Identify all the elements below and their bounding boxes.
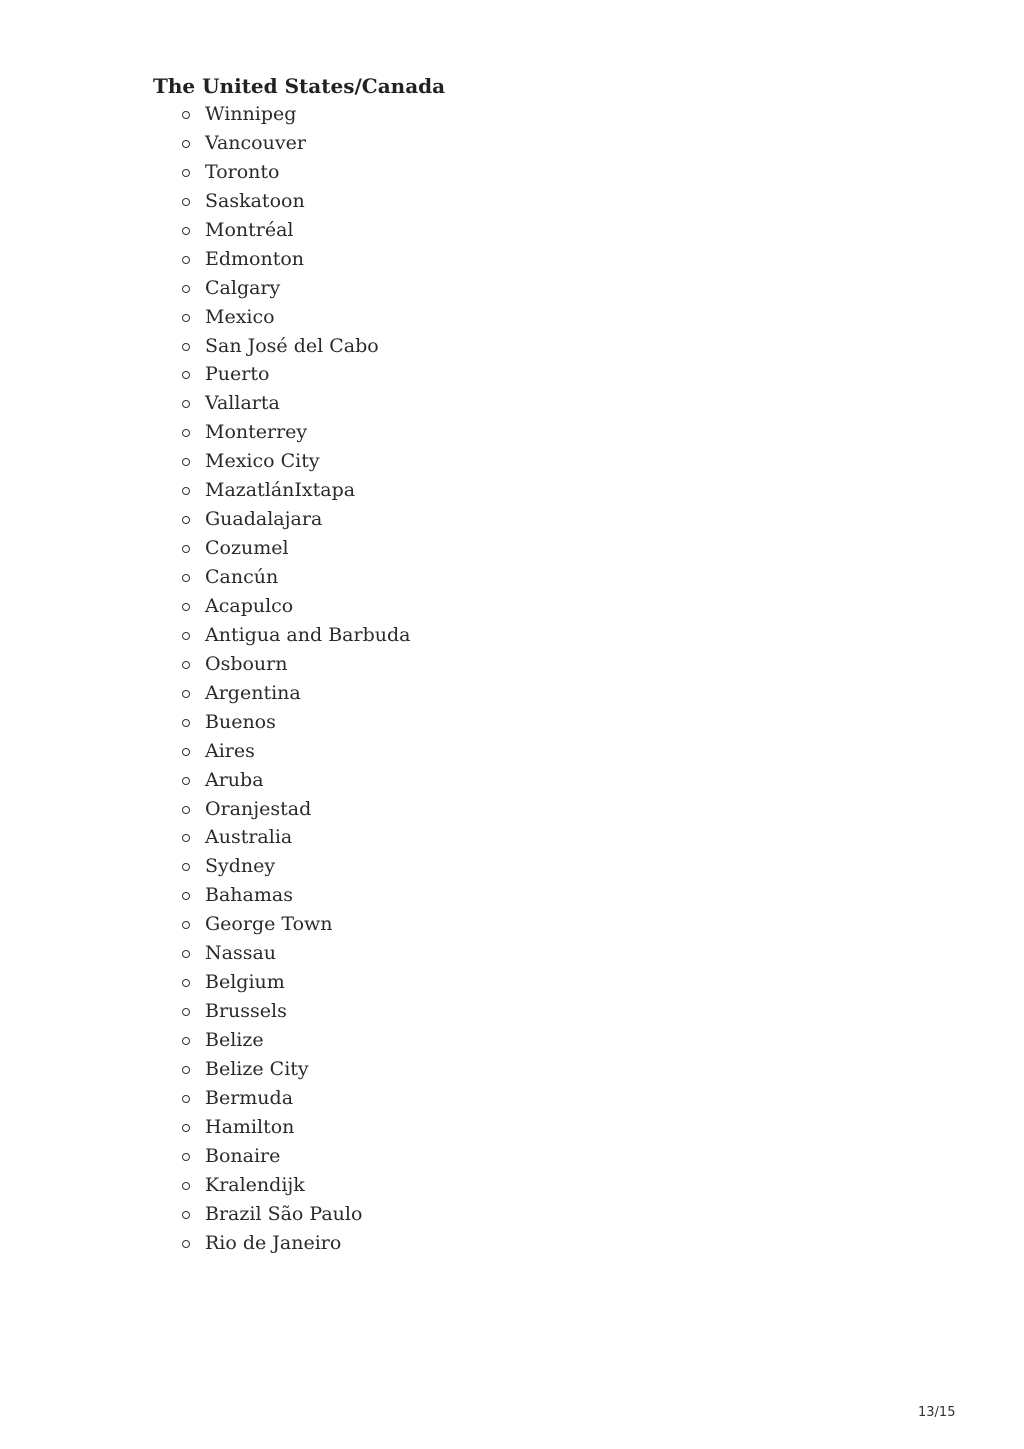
list-item-label: Mexico [205, 305, 275, 328]
hollow-circle-bullet-icon [182, 1066, 190, 1074]
hollow-circle-bullet-icon [182, 603, 190, 611]
hollow-circle-bullet-icon [182, 863, 190, 871]
list-item [180, 1084, 410, 1113]
list-item [180, 910, 410, 939]
hollow-circle-bullet-icon [182, 256, 190, 264]
list-item-label: Winnipeg [205, 103, 297, 125]
list-item-label: Acapulco [205, 594, 294, 617]
list-item [180, 766, 410, 795]
list-item-label: Bonaire [205, 1144, 281, 1167]
list-item-label: Aires [205, 739, 255, 762]
list-item [180, 968, 410, 997]
list-item [180, 997, 410, 1026]
list-item [180, 476, 410, 505]
list-item [180, 852, 410, 881]
list-item-label: Toronto [205, 160, 280, 183]
hollow-circle-bullet-icon [182, 458, 190, 466]
list-item-label: Guadalajara [205, 508, 323, 531]
list-item-label: Vancouver [205, 131, 306, 154]
list-item [180, 621, 410, 650]
hollow-circle-bullet-icon [182, 111, 190, 119]
list-item [180, 737, 410, 766]
list-item [180, 100, 410, 129]
list-item-label: Edmonton [205, 247, 305, 270]
hollow-circle-bullet-icon [182, 632, 190, 640]
list-item-label: Belgium [205, 971, 285, 994]
page-number: 13/15 [918, 1405, 956, 1420]
list-item [180, 505, 410, 534]
hollow-circle-bullet-icon [182, 1182, 190, 1190]
list-item-label: Rio de Janeiro [205, 1231, 342, 1254]
list-item [180, 129, 410, 158]
list-item [180, 303, 410, 332]
list-item [180, 881, 410, 910]
list-item-label: Monterrey [205, 421, 308, 444]
hollow-circle-bullet-icon [182, 1240, 190, 1248]
list-item [180, 1113, 410, 1142]
hollow-circle-bullet-icon [182, 1211, 190, 1219]
hollow-circle-bullet-icon [182, 1124, 190, 1132]
list-item [180, 939, 410, 968]
list-item [180, 216, 410, 245]
list-item [180, 1055, 410, 1084]
hollow-circle-bullet-icon [182, 227, 190, 235]
list-item [180, 447, 410, 476]
hollow-circle-bullet-icon [182, 371, 190, 379]
list-item-label: Oranjestad [205, 797, 312, 820]
list-item [180, 1229, 410, 1258]
hollow-circle-bullet-icon [182, 400, 190, 408]
hollow-circle-bullet-icon [182, 834, 190, 842]
list-item-label: Vallarta [205, 392, 280, 415]
list-item [180, 389, 410, 418]
list-item [180, 563, 410, 592]
list-item [180, 1200, 410, 1229]
section-heading: The United States/Canada [153, 74, 446, 98]
list-item-label: Saskatoon [205, 189, 305, 212]
list-item-label: Puerto [205, 363, 270, 386]
list-item-label: Montréal [205, 218, 294, 241]
hollow-circle-bullet-icon [182, 950, 190, 958]
hollow-circle-bullet-icon [182, 429, 190, 437]
hollow-circle-bullet-icon [182, 892, 190, 900]
list-item-label: Mexico City [205, 450, 320, 473]
hollow-circle-bullet-icon [182, 748, 190, 756]
list-item-label: Nassau [205, 942, 277, 965]
hollow-circle-bullet-icon [182, 285, 190, 293]
list-item-label: Osbourn [205, 652, 288, 675]
list-item [180, 534, 410, 563]
hollow-circle-bullet-icon [182, 921, 190, 929]
list-item [180, 1171, 410, 1200]
list-item [180, 158, 410, 187]
hollow-circle-bullet-icon [182, 545, 190, 553]
hollow-circle-bullet-icon [182, 661, 190, 669]
list-item-label: Belize [205, 1029, 264, 1051]
hollow-circle-bullet-icon [182, 1037, 190, 1045]
list-item [180, 708, 410, 737]
list-item [180, 795, 410, 824]
city-list [180, 100, 410, 1258]
list-item [180, 1026, 410, 1055]
list-item-label: Brussels [205, 1000, 287, 1023]
list-item [180, 650, 410, 679]
hollow-circle-bullet-icon [182, 1095, 190, 1103]
list-item-label: Sydney [205, 855, 276, 878]
list-item-label: Argentina [205, 681, 301, 704]
list-item-label: Brazil São Paulo [205, 1202, 363, 1225]
list-item [180, 679, 410, 708]
list-item-label: Hamilton [205, 1115, 295, 1138]
hollow-circle-bullet-icon [182, 777, 190, 785]
hollow-circle-bullet-icon [182, 487, 190, 495]
hollow-circle-bullet-icon [182, 169, 190, 177]
hollow-circle-bullet-icon [182, 806, 190, 814]
hollow-circle-bullet-icon [182, 1153, 190, 1161]
list-item-label: San José del Cabo [205, 334, 379, 357]
list-item-label: Bermuda [205, 1086, 294, 1109]
hollow-circle-bullet-icon [182, 979, 190, 987]
list-item [180, 245, 410, 274]
list-item-label: Aruba [205, 768, 264, 791]
hollow-circle-bullet-icon [182, 719, 190, 727]
list-item [180, 187, 410, 216]
hollow-circle-bullet-icon [182, 1008, 190, 1016]
list-item [180, 274, 410, 303]
list-item-label: Bahamas [205, 884, 293, 907]
list-item [180, 332, 410, 361]
list-item [180, 1142, 410, 1171]
hollow-circle-bullet-icon [182, 343, 190, 351]
list-item-label: Australia [205, 826, 293, 849]
list-item-label: George Town [205, 913, 333, 936]
hollow-circle-bullet-icon [182, 516, 190, 524]
list-item [180, 823, 410, 852]
list-item [180, 418, 410, 447]
hollow-circle-bullet-icon [182, 198, 190, 206]
list-item [180, 360, 410, 389]
list-item-label: Calgary [205, 276, 281, 299]
list-item-label: Cozumel [205, 537, 289, 560]
list-item-label: Buenos [205, 710, 276, 733]
list-item-label: Antigua and Barbuda [205, 623, 411, 646]
hollow-circle-bullet-icon [182, 140, 190, 148]
hollow-circle-bullet-icon [182, 314, 190, 322]
hollow-circle-bullet-icon [182, 690, 190, 698]
list-item-label: Belize City [205, 1057, 309, 1080]
list-item [180, 592, 410, 621]
hollow-circle-bullet-icon [182, 574, 190, 582]
list-item-label: Cancún [205, 566, 279, 588]
list-item-label: MazatlánIxtapa [205, 479, 356, 502]
list-item-label: Kralendijk [205, 1173, 305, 1196]
